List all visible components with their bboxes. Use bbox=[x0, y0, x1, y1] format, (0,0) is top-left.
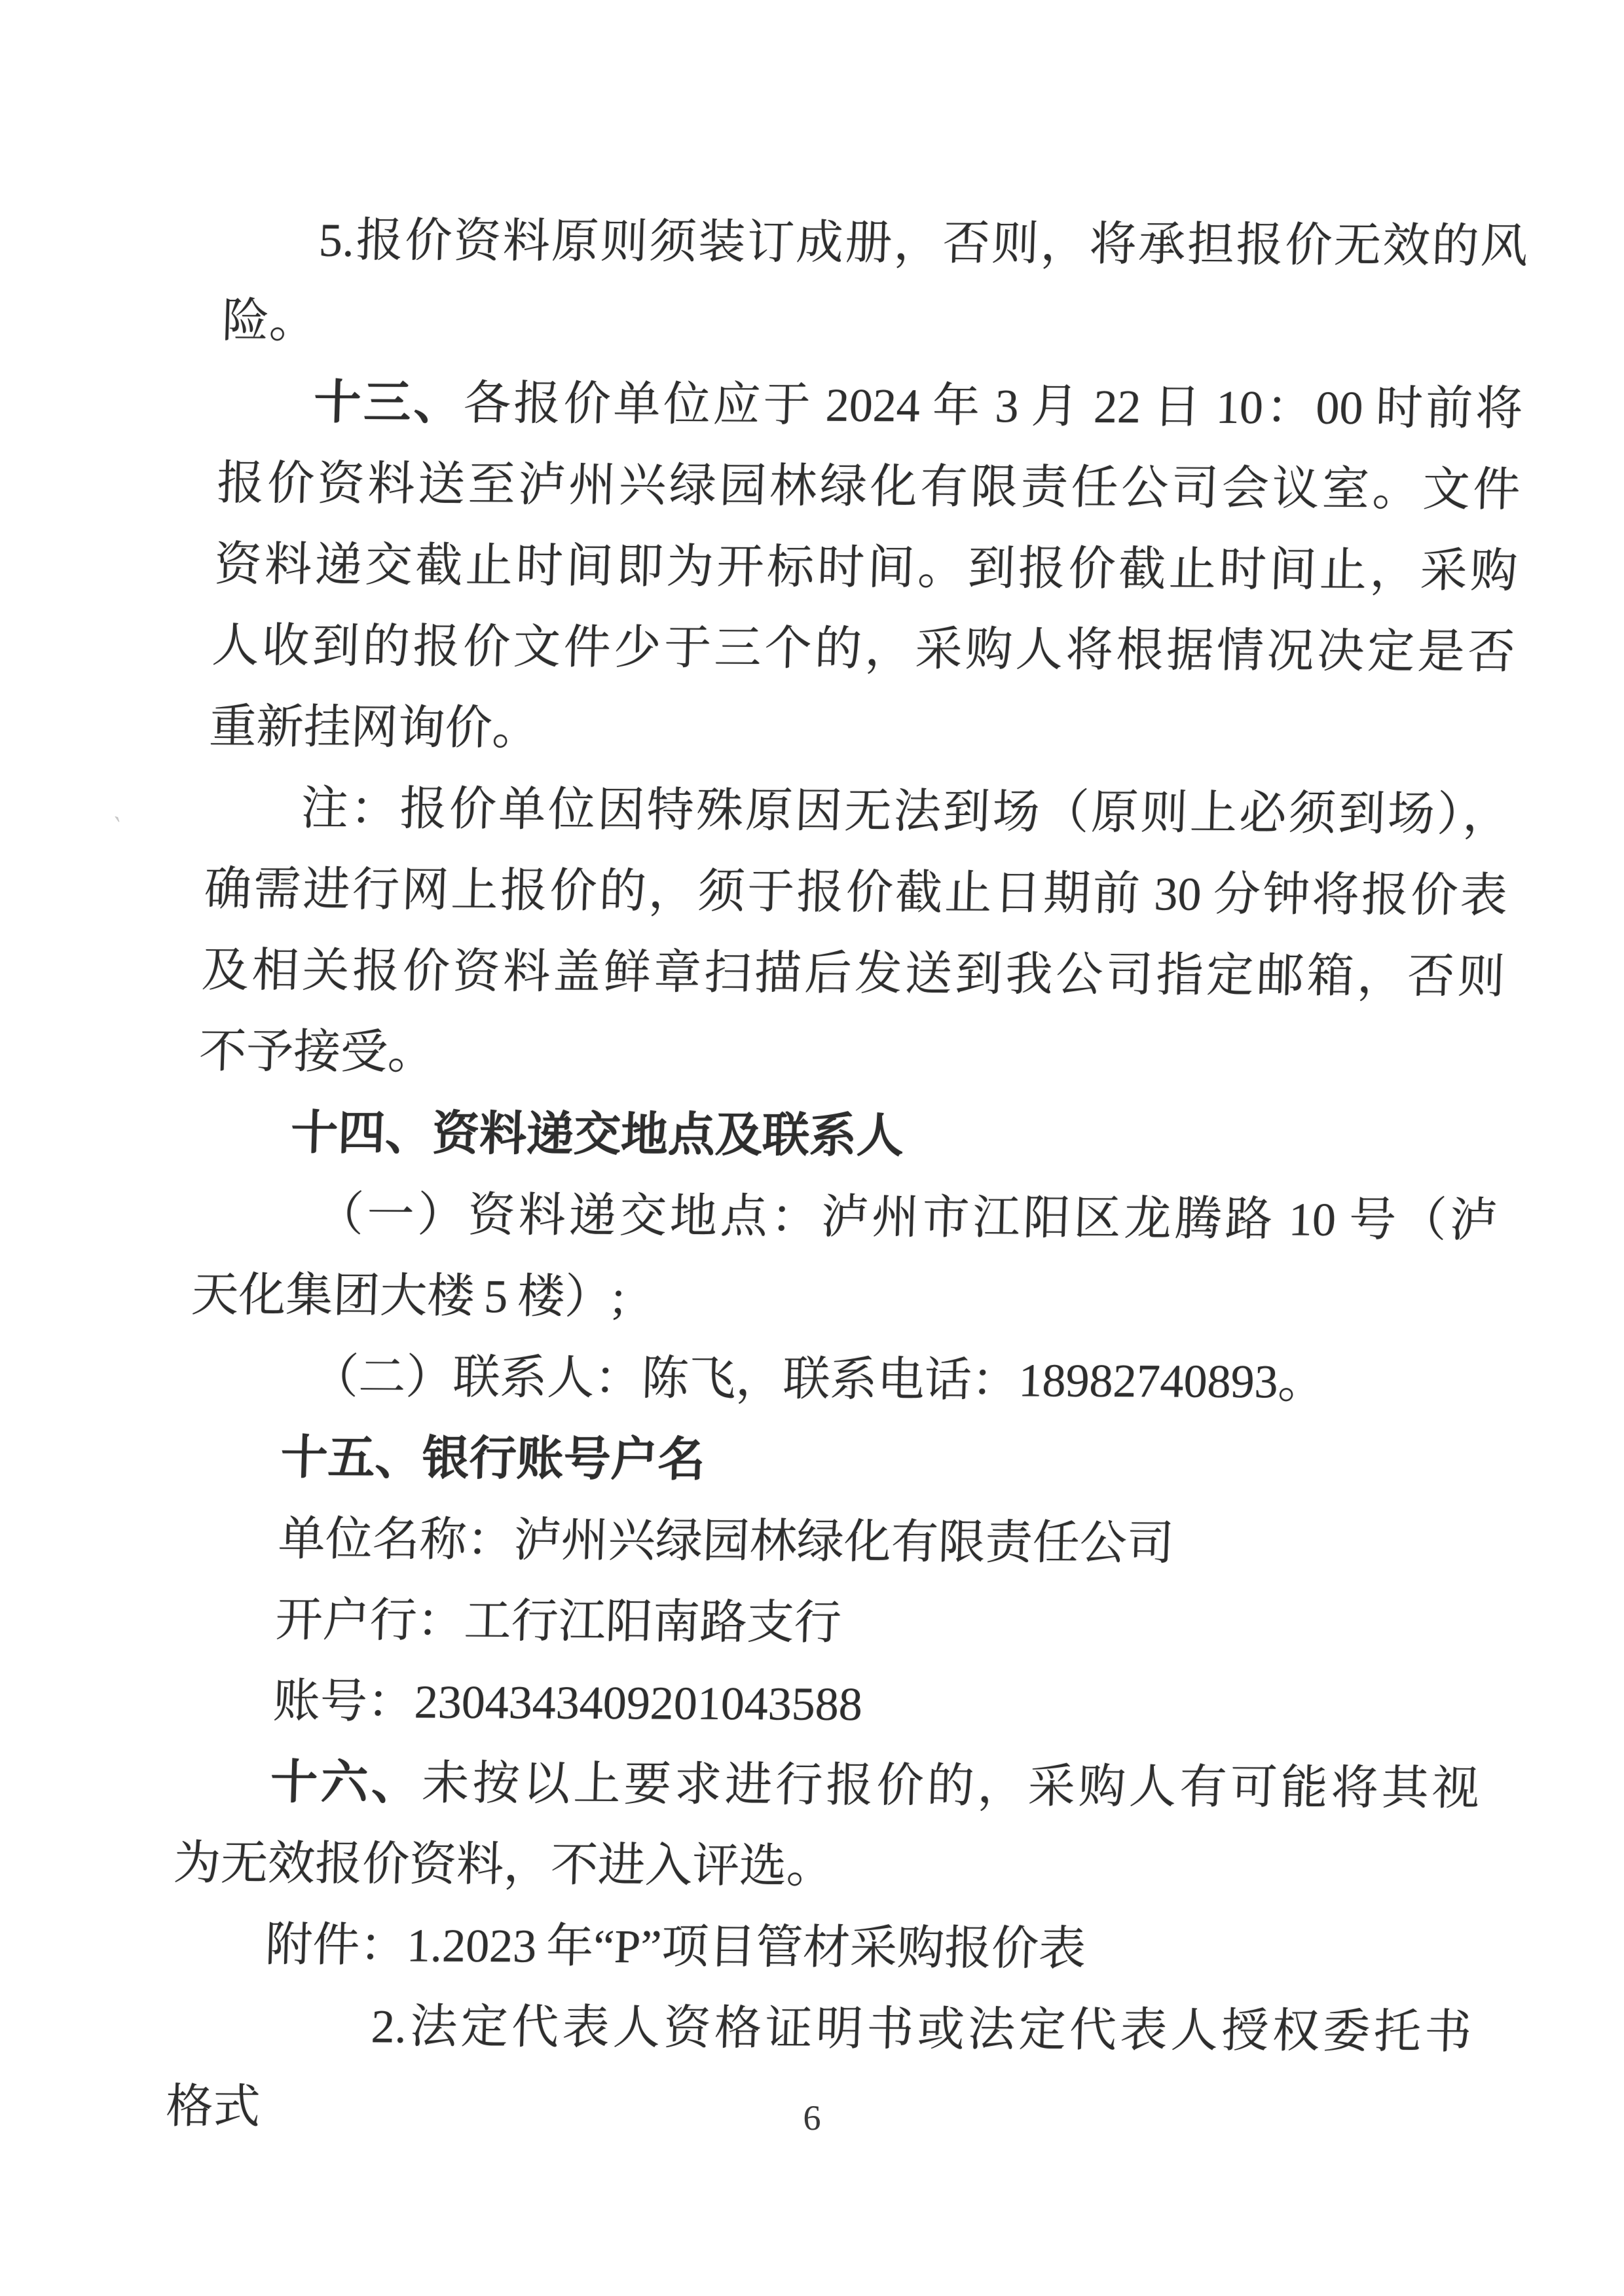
doc-line-14-text-segment: 天化集团大楼 5 楼）; bbox=[191, 1268, 626, 1324]
doc-line-7 bbox=[208, 686, 1514, 774]
doc-line-6-text-segment: 人收到的报价文件少于三个的，采购人将根据情况决定是否 bbox=[211, 619, 1516, 679]
doc-line-5-text-segment: 资料递交截止时间即为开标时间。到报价截止时间止，采购 bbox=[213, 538, 1519, 598]
doc-line-19 bbox=[177, 1660, 1483, 1748]
doc-line-18 bbox=[180, 1579, 1486, 1667]
doc-line-10 bbox=[200, 930, 1506, 1017]
doc-line-10-text-segment: 及相关报价资料盖鲜章扫描后发送到我公司指定邮箱，否则 bbox=[200, 943, 1506, 1004]
doc-line-12 bbox=[195, 1092, 1501, 1180]
doc-line-9-text-segment: 确需进行网上报价的，须于报价截止日期前 30 分钟将报价表 bbox=[203, 862, 1509, 922]
scan-artifact-speck: ` bbox=[105, 810, 124, 845]
doc-line-21-text-segment: 为无效报价资料，不进入评选。 bbox=[172, 1836, 835, 1893]
doc-line-23 bbox=[167, 1985, 1473, 2073]
doc-line-20 bbox=[175, 1741, 1481, 1829]
doc-line-3-heading-segment: 十三、 bbox=[313, 376, 465, 429]
doc-line-8-text-segment: 注：报价单位因特殊原因无法到场（原则上必须到场）， bbox=[300, 782, 1511, 841]
document-text-block bbox=[164, 199, 1528, 2154]
doc-line-3-text-segment: 各报价单位应于 2024 年 3 月 22 日 10：00 时前将 bbox=[462, 376, 1524, 435]
doc-line-17-text-segment: 单位名称：泸州兴绿园林绿化有限责任公司 bbox=[277, 1512, 1175, 1570]
doc-line-11-text-segment: 不予接受。 bbox=[198, 1025, 436, 1079]
doc-line-11 bbox=[198, 1011, 1504, 1099]
page-number: 6 bbox=[803, 2098, 821, 2138]
doc-line-2 bbox=[221, 280, 1526, 368]
doc-line-1 bbox=[223, 199, 1529, 287]
doc-line-24-text-segment: 格式 bbox=[165, 2080, 261, 2134]
doc-line-6 bbox=[211, 605, 1517, 693]
doc-line-4 bbox=[215, 443, 1521, 530]
doc-line-15 bbox=[188, 1336, 1494, 1423]
doc-line-4-text-segment: 报价资料送至泸州兴绿园林绿化有限责任公司会议室。文件 bbox=[216, 456, 1521, 517]
doc-line-23-text-segment: 2.法定代表人资格证明书或法定代表人授权委托书 bbox=[370, 2000, 1473, 2058]
doc-line-9 bbox=[203, 848, 1509, 936]
doc-line-16 bbox=[185, 1417, 1491, 1504]
doc-line-12-heading-segment: 十四、资料递交地点及联系人 bbox=[289, 1106, 905, 1163]
doc-line-13-text-segment: （一）资料递交地点：泸州市江阳区龙腾路 10 号（泸 bbox=[316, 1188, 1498, 1247]
doc-line-19-text-segment: 账号：2304343409201043588 bbox=[272, 1675, 864, 1731]
doc-line-20-heading-segment: 十六、 bbox=[269, 1756, 423, 1810]
doc-line-17 bbox=[183, 1498, 1488, 1586]
doc-line-15-text-segment: （二）联系人：陈飞，联系电话：18982740893。 bbox=[310, 1350, 1326, 1408]
doc-line-3 bbox=[218, 361, 1524, 449]
doc-line-18-text-segment: 开户行：工行江阳南路支行 bbox=[274, 1594, 843, 1649]
doc-line-21 bbox=[172, 1823, 1478, 1910]
doc-line-22 bbox=[170, 1904, 1475, 1992]
doc-line-16-heading-segment: 十五、银行账号户名 bbox=[280, 1431, 706, 1486]
doc-line-13 bbox=[193, 1173, 1498, 1261]
doc-line-8 bbox=[206, 767, 1511, 855]
doc-line-5 bbox=[213, 524, 1519, 611]
doc-line-22-text-segment: 附件：1.2023 年“P”项目管材采购报价表 bbox=[264, 1918, 1087, 1975]
doc-line-20-text-segment: 未按以上要求进行报价的，采购人有可能将其视 bbox=[421, 1757, 1481, 1815]
doc-line-1-text-segment: 5.报价资料原则须装订成册，否则，将承担报价无效的风 bbox=[318, 213, 1529, 273]
doc-line-7-text-segment: 重新挂网询价。 bbox=[208, 700, 540, 755]
doc-line-14 bbox=[190, 1254, 1496, 1342]
doc-line-2-text-segment: 险。 bbox=[221, 294, 318, 348]
